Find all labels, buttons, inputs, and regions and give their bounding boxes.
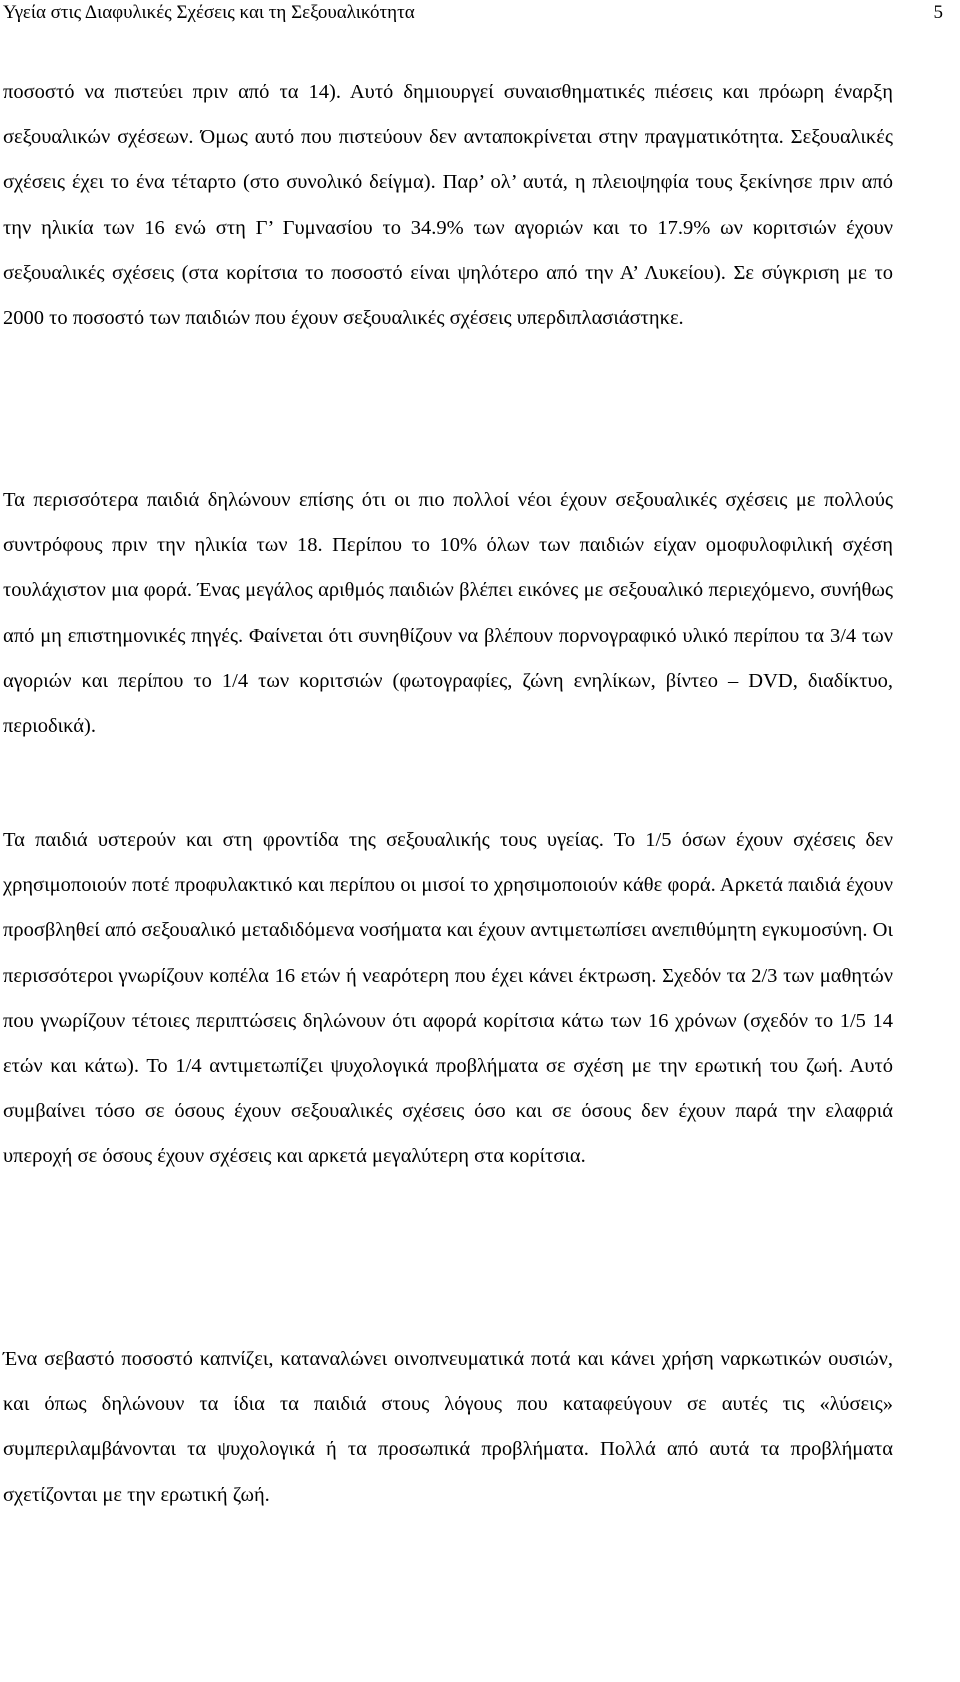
paragraph-3: Τα παιδιά υστερούν και στη φροντίδα της σεξουαλικής τους υγείας. Το 1/5 όσων έχουν σχέσεις δεν χρησιμοποιούν ποτέ προφυλακτικό και περίπου οι μισοί το χρησιμοποιούν κάθε φορά. Αρκετά παιδιά έχουν προσβληθεί από σεξουαλικό μεταδιδόμενα νοσήματα και έχουν αντιμετωπίσει ανεπιθύμητη εγκυμοσύνη. Οι περισσότεροι γνωρίζουν κοπέλα 16 ετών ή νεαρότερη που έχει κάνει έκτρωση. Σχεδόν τα 2/3 των μαθητών που γνωρίζουν τέτοιες περιπτώσεις δηλώνουν ότι αφορά κορίτσια κάτω των 16 χρόνων (σχεδόν το 1/5 14 ετών και κάτω). Το 1/4 αντιμετωπίζει ψυχολογικά προβλήματα σε σχέση με την ερωτική του ζωή. Αυτό συμβαίνει τόσο σε όσους έχουν σεξουαλικές σχέσεις όσο και σε όσους δεν έχουν παρά την ελαφριά υπεροχή σε όσους έχουν σχέσεις και αρκετά μεγαλύτερη στα κορίτσια. (3, 829, 893, 1168)
header-title: Υγεία στις Διαφυλικές Σχέσεις και τη Σεξουαλικότητα (3, 2, 415, 23)
running-header (3, 0, 943, 30)
page-number: 5 (933, 2, 943, 23)
paragraph-1: ποσοστό να πιστεύει πριν από τα 14). Αυτό δημιουργεί συναισθηματικές πιέσεις και πρόωρη έναρξη σεξουαλικών σχέσεων. Όμως αυτό που πιστεύουν δεν ανταποκρίνεται στην πραγματικότητα. Σεξουαλικές σχέσεις έχει το ένα τέταρτο (στο συνολικό δείγμα). Παρ’ ολ’ αυτά, η πλειοψηφία τους ξεκίνησε πριν από την ηλικία των 16 ενώ στη Γ’ Γυμνασίου το 34.9% των αγοριών και το 17.9% ων κοριτσιών έχουν σεξουαλικές σχέσεις (στα κορίτσια το ποσοστό είναι ψηλότερο από την Α’ Λυκείου). Σε σύγκριση με το 2000 το ποσοστό των παιδιών που έχουν σεξουαλικές σχέσεις υπερδιπλασιάστηκε. (3, 81, 893, 330)
paragraph-2: Τα περισσότερα παιδιά δηλώνουν επίσης ότι οι πιο πολλοί νέοι έχουν σεξουαλικές σχέσεις με πολλούς συντρόφους πριν την ηλικία των 18. Περίπου το 10% όλων των παιδιών είχαν ομοφυλοφιλική σχέση τουλάχιστον μια φορά. Ένας μεγάλος αριθμός παιδιών βλέπει εικόνες με σεξουαλικό περιεχόμενο, συνήθως από μη επιστημονικές πηγές. Φαίνεται ότι συνηθίζουν να βλέπουν πορνογραφικό υλικό περίπου τα 3/4 των αγοριών και περίπου το 1/4 των κοριτσιών (φωτογραφίες, ζώνη ενηλίκων, βίντεο – DVD, διαδίκτυο, περιοδικά). (3, 489, 893, 738)
paragraph-4: Ένα σεβαστό ποσοστό καπνίζει, καταναλώνει οινοπνευματικά ποτά και κάνει χρήση ναρκωτικών ουσιών, και όπως δηλώνουν τα ίδια τα παιδιά στους λόγους που καταφεύγουν σε αυτές τις «λύσεις» συμπεριλαμβάνονται τα ψυχολογικά ή τα προσωπικά προβλήματα. Πολλά από αυτά τα προβλήματα σχετίζονται με την ερωτική ζωή. (3, 1348, 893, 1506)
